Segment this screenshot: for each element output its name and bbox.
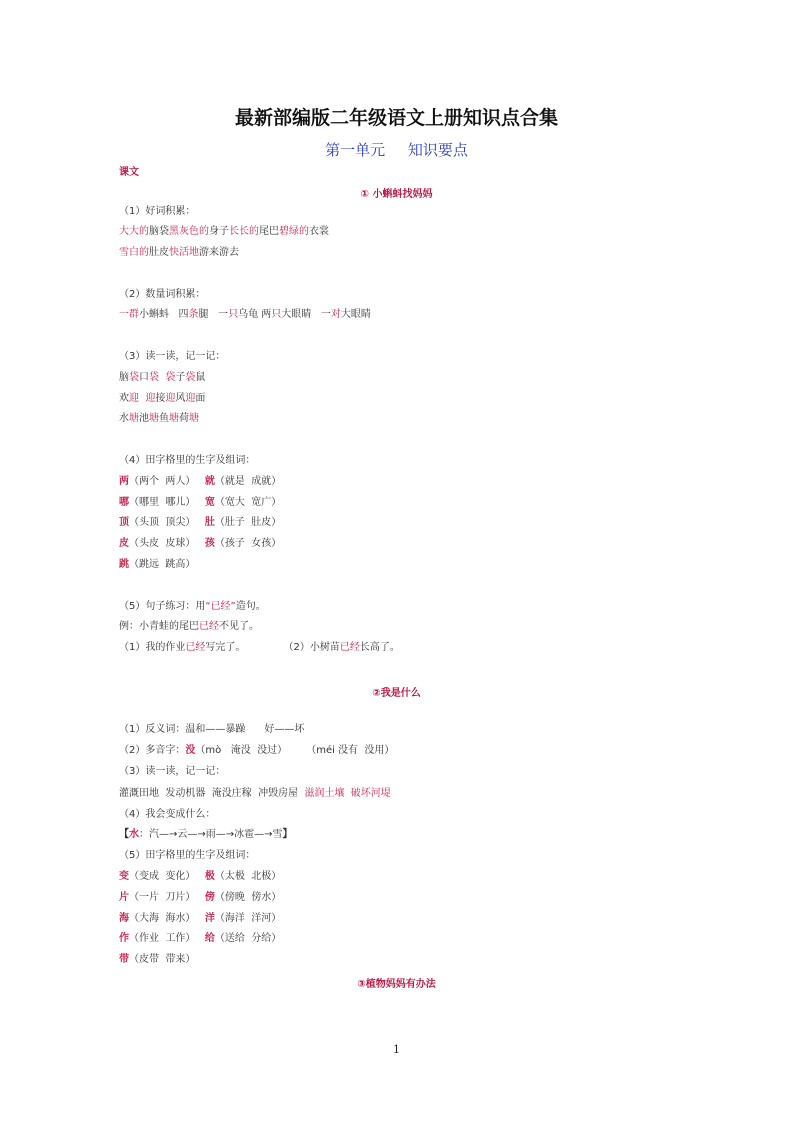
text-run: （1）我的作业 — [119, 642, 186, 653]
text-run: 造句。 — [235, 601, 266, 612]
lesson2-polyphones — [119, 744, 394, 758]
lesson2-chars-row-1 — [119, 870, 281, 884]
text-run: （1）反义词：温和——暴躁 好——坏 — [119, 724, 305, 735]
highlight-text: 只 — [228, 309, 239, 320]
text-run: 肚皮 — [149, 247, 169, 258]
unit-heading: 第一单元 知识要点 — [325, 141, 468, 159]
text-run: （头顶 顶尖） — [129, 517, 205, 528]
highlight-text: 带 — [119, 954, 129, 965]
lesson1-words-line-2 — [119, 246, 239, 260]
highlight-text: 迎 — [185, 393, 196, 404]
text-run: 【 — [119, 829, 129, 840]
text-run: 身子 — [209, 226, 229, 237]
lesson1-read-heading: （3）读一读，记一记： — [119, 351, 226, 362]
text-run: （宽大 宽广） — [214, 497, 282, 508]
highlight-text: 雪白的 — [119, 247, 149, 258]
text-run: （头皮 皮球） — [129, 538, 205, 549]
highlight-text: 塘 — [189, 413, 199, 424]
section-label: 课文 — [119, 167, 139, 178]
highlight-text: 给 — [204, 933, 215, 944]
highlight-text: 快活地 — [169, 247, 199, 258]
text-run: 】 — [282, 829, 293, 840]
text-run: （mò 淹没 没过） （méi 没有 没用） — [195, 745, 395, 756]
text-run: 面 — [195, 393, 206, 404]
lesson1-sentence-heading — [119, 600, 266, 614]
page-number: 1 — [393, 1043, 400, 1056]
highlight-text: 袋 — [129, 372, 139, 383]
lesson2-chars-heading: （5）田字格里的生字及组词： — [119, 850, 256, 861]
lesson1-chars-row-4 — [119, 537, 281, 551]
text-run: （一片 刀片） — [129, 892, 205, 903]
highlight-text: 皮 — [119, 538, 129, 549]
text-run: 游来游去 — [199, 247, 239, 258]
lesson1-chars-row-1 — [119, 475, 281, 489]
text-run: 写完了。 （2）小树苗 — [205, 642, 340, 653]
highlight-text: 袋 — [149, 372, 159, 383]
lesson2-change-heading: （4）我会变成什么： — [119, 809, 216, 820]
text-run: （傍晚 傍水） — [214, 892, 282, 903]
text-run: （就是 成就） — [214, 476, 282, 487]
text-run: （5）句子练习：用 — [119, 601, 206, 612]
highlight-text: 条 — [188, 309, 199, 320]
highlight-text: 变 — [119, 871, 129, 882]
highlight-text: 宽 — [204, 497, 215, 508]
highlight-text: 碧绿的 — [279, 226, 309, 237]
text-run: （跳远 跳高） — [129, 559, 196, 570]
lesson1-read-line-3 — [119, 412, 199, 426]
text-run: 水 — [119, 413, 129, 424]
lesson2-chars-row-5 — [119, 953, 195, 967]
text-run: 大眼睛 一 — [281, 309, 331, 320]
text-run: 小蝌蚪 四 — [139, 309, 189, 320]
highlight-text: 迎 — [145, 393, 156, 404]
lesson1-read-line-2 — [119, 392, 205, 406]
highlight-text: 孩 — [204, 538, 215, 549]
lesson-title-1: ① 小蝌蚪找妈妈 — [360, 189, 433, 200]
highlight-text: 一群 — [119, 309, 139, 320]
lesson2-chars-row-2 — [119, 891, 281, 905]
highlight-text: 只 — [271, 309, 282, 320]
text-run: （变成 变化） — [129, 871, 205, 882]
highlight-text: 顶 — [119, 517, 129, 528]
text-run: 鼠 — [195, 372, 206, 383]
lesson1-sentence-answers — [119, 641, 400, 655]
text-run: 大眼睛 — [340, 309, 371, 320]
text-run: 灌溉田地 发动机器 淹没庄稼 冲毁房屋 — [119, 788, 305, 799]
text-run: （海洋 洋河） — [214, 913, 282, 924]
lesson2-read-line — [119, 787, 391, 801]
text-run: 风 — [175, 393, 186, 404]
lesson2-read-heading: （3）读一读，记一记： — [119, 766, 226, 777]
text-run: 例：小青蛙的尾巴 — [119, 621, 199, 632]
lesson1-chars-heading: （4）田字格里的生字及组词： — [119, 455, 256, 466]
lesson-title-3: ③植物妈妈有办法 — [357, 979, 436, 990]
lesson2-antonyms — [119, 723, 304, 737]
text-run: 乌龟 两 — [238, 309, 272, 320]
lesson-title-2: ②我是什么 — [372, 688, 421, 699]
highlight-text: 塘 — [169, 413, 179, 424]
text-run: 口 — [139, 372, 149, 383]
lesson1-chars-row-2 — [119, 496, 281, 510]
lesson1-words-line-1 — [119, 225, 329, 239]
highlight-text: 迎 — [165, 393, 176, 404]
lesson1-chars-row-3 — [119, 516, 281, 530]
text-run: （2）多音字： — [119, 745, 186, 756]
text-run: （太极 北极） — [214, 871, 282, 882]
highlight-text: 袋 — [165, 372, 176, 383]
text-run: 接 — [155, 393, 166, 404]
highlight-text: 已经 — [199, 621, 219, 632]
text-run: 尾巴 — [259, 226, 279, 237]
highlight-text: 极 — [204, 871, 215, 882]
highlight-text: 哪 — [119, 497, 129, 508]
highlight-text: 没 — [185, 745, 196, 756]
highlight-text: 塘 — [129, 413, 139, 424]
text-run: 鱼 — [159, 413, 169, 424]
highlight-text: 滋润土壤 破坏河堤 — [304, 788, 391, 799]
text-run: 欢 — [119, 393, 129, 404]
text-run: （送给 分给） — [214, 933, 282, 944]
text-run: 脑袋 — [149, 226, 169, 237]
lesson2-change-line — [119, 828, 293, 842]
highlight-text: 跳 — [119, 559, 129, 570]
text-run: （两个 两人） — [129, 476, 205, 487]
highlight-text: 肚 — [204, 517, 215, 528]
text-run: （肚子 肚皮） — [214, 517, 282, 528]
text-run: （皮带 带来） — [129, 954, 196, 965]
highlight-text: 大大的 — [119, 226, 149, 237]
highlight-text: 就 — [204, 476, 215, 487]
lesson1-chars-row-5 — [119, 558, 195, 572]
highlight-text: 已经 — [185, 642, 206, 653]
highlight-text: 袋 — [185, 372, 196, 383]
lesson1-words-heading: （1）好词积累： — [119, 206, 196, 217]
highlight-text: 已经 — [339, 642, 360, 653]
lesson1-quantifier-line — [119, 308, 371, 322]
text-run: 腿 一 — [198, 309, 229, 320]
text-run: 衣裳 — [309, 226, 329, 237]
highlight-text: 长长的 — [229, 226, 259, 237]
text-run: 荷 — [179, 413, 189, 424]
lesson2-chars-row-3 — [119, 912, 281, 926]
highlight-text: 塘 — [149, 413, 159, 424]
lesson1-quantifier-heading: （2）数量词积累： — [119, 289, 206, 300]
highlight-text: 对 — [330, 309, 341, 320]
text-run: ：汽—→云—→雨—→冰雹—→雪 — [139, 829, 283, 840]
text-run: （作业 工作） — [129, 933, 205, 944]
highlight-text: 洋 — [204, 913, 215, 924]
highlight-text: 片 — [119, 892, 129, 903]
highlight-text: 两 — [119, 476, 129, 487]
text-run: 不见了。 — [219, 621, 259, 632]
highlight-text: 作 — [119, 933, 129, 944]
text-run: （哪里 哪儿） — [129, 497, 205, 508]
lesson1-read-line-1 — [119, 371, 205, 385]
text-run: （孩子 女孩） — [214, 538, 282, 549]
highlight-text: 傍 — [204, 892, 215, 903]
lesson2-chars-row-4 — [119, 932, 281, 946]
highlight-text: “已经” — [205, 601, 236, 612]
text-run: 长高了。 — [359, 642, 400, 653]
text-run: 池 — [139, 413, 149, 424]
highlight-text: 迎 — [129, 393, 139, 404]
highlight-text: 海 — [119, 913, 129, 924]
text-run: 脑 — [119, 372, 129, 383]
text-run: （大海 海水） — [129, 913, 205, 924]
page-title: 最新部编版二年级语文上册知识点合集 — [234, 107, 558, 129]
highlight-text: 黑灰色的 — [169, 226, 209, 237]
lesson1-sentence-example — [119, 620, 259, 634]
highlight-text: 水 — [129, 829, 139, 840]
text-run: 子 — [175, 372, 186, 383]
